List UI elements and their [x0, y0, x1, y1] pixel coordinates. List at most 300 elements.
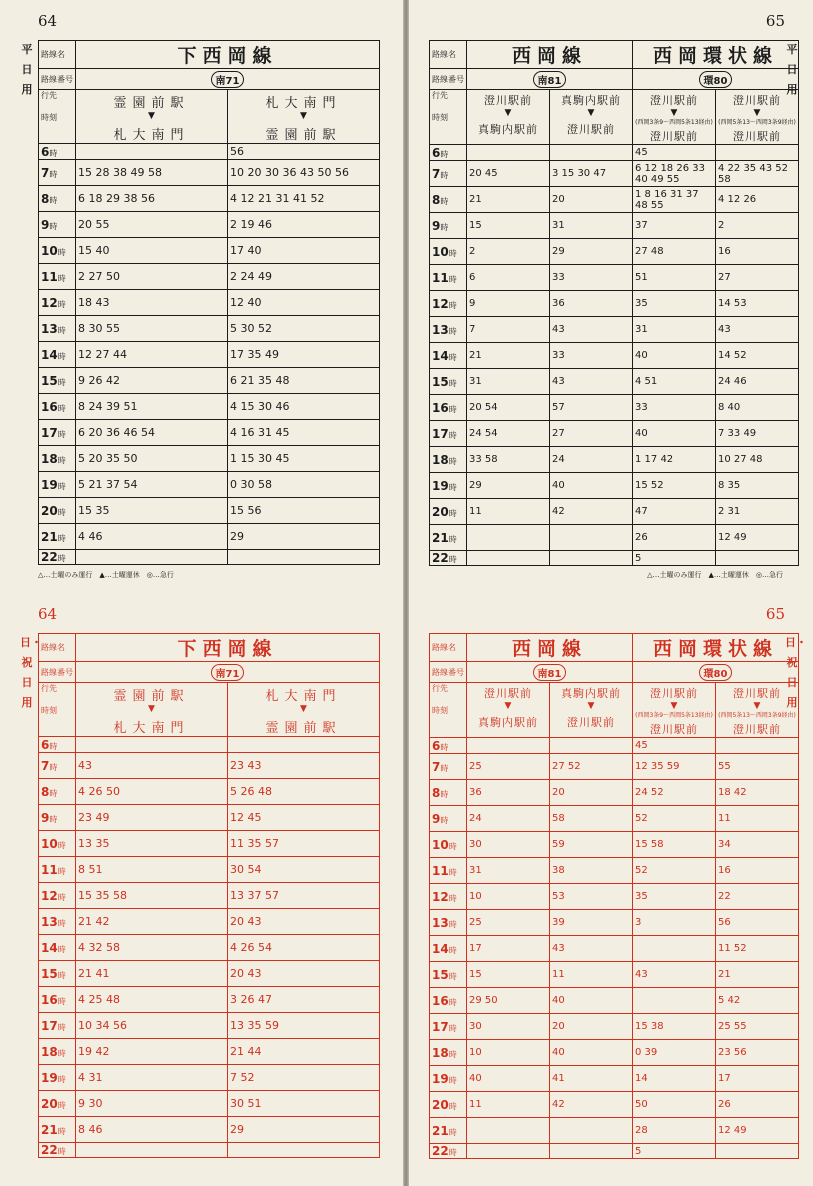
hour-value: 6 — [432, 738, 441, 753]
hour-suffix: 時 — [448, 1148, 457, 1157]
hour-value: 9 — [41, 810, 50, 825]
hour-label — [39, 779, 76, 805]
hour-value: 6 — [432, 145, 441, 160]
hour-value: 8 — [41, 191, 50, 206]
departure-minutes: 25 — [467, 910, 550, 936]
hour-row — [39, 472, 380, 498]
hour-suffix: 時 — [448, 378, 457, 388]
departure-minutes — [550, 525, 633, 551]
hour-label — [39, 472, 76, 498]
departure-minutes: 31 — [550, 213, 633, 239]
hour-suffix: 時 — [57, 455, 66, 465]
departure-minutes: 18 42 — [716, 780, 799, 806]
origin-stop: 澄川駅前 — [650, 687, 698, 700]
hour-suffix: 時 — [57, 377, 66, 387]
hour-label — [39, 1117, 76, 1143]
hour-suffix: 時 — [440, 170, 449, 180]
departure-minutes: 3 26 47 — [228, 987, 380, 1013]
direction-header — [467, 90, 550, 145]
direction-header — [716, 683, 799, 738]
hour-suffix: 時 — [57, 970, 66, 980]
hour-label — [430, 988, 467, 1014]
hour-label — [39, 857, 76, 883]
departure-minutes: 26 — [716, 1092, 799, 1118]
route-title: 下西岡線 — [76, 634, 380, 662]
timetable-page-weekday-64 — [0, 0, 403, 593]
departure-minutes: 4 26 54 — [228, 935, 380, 961]
origin-stop: 霊園前駅 — [113, 689, 190, 704]
departure-minutes: 2 31 — [716, 499, 799, 525]
arrow-down-icon: ▼ — [670, 108, 678, 118]
hour-label — [39, 420, 76, 446]
hour-row — [39, 342, 380, 368]
hour-row — [430, 265, 799, 291]
via-note: (西岡5条13〜西岡3条9経由) — [718, 119, 796, 126]
departure-minutes: 29 — [467, 473, 550, 499]
hour-suffix: 時 — [57, 533, 66, 543]
departure-minutes: 20 — [550, 1014, 633, 1040]
route-code-badge: 南71 — [211, 71, 245, 88]
hour-label — [430, 213, 467, 239]
hour-row — [39, 1091, 380, 1117]
hour-caption: 時刻 — [432, 113, 448, 122]
departure-minutes: 40 — [550, 988, 633, 1014]
departure-minutes: 10 — [467, 1040, 550, 1066]
hour-label — [430, 473, 467, 499]
departure-minutes: 24 54 — [467, 421, 550, 447]
departure-minutes: 26 — [633, 525, 716, 551]
departure-minutes: 14 52 — [716, 343, 799, 369]
hour-label — [430, 780, 467, 806]
route-title-2: 西岡環状線 — [633, 634, 799, 662]
departure-minutes: 14 53 — [716, 291, 799, 317]
destination-caption: 行先 — [432, 684, 448, 693]
departure-minutes — [76, 1143, 228, 1158]
departure-minutes: 23 49 — [76, 805, 228, 831]
hour-suffix: 時 — [49, 221, 58, 231]
destination-caption: 行先 — [41, 91, 57, 100]
hour-row — [430, 525, 799, 551]
hour-value: 20 — [432, 1097, 449, 1112]
hour-row — [430, 213, 799, 239]
hour-label — [39, 264, 76, 290]
hour-label — [430, 343, 467, 369]
route-code-badge: 南71 — [211, 664, 245, 681]
hour-value: 12 — [432, 889, 449, 904]
hour-row — [39, 987, 380, 1013]
departure-minutes — [550, 551, 633, 566]
hour-row — [39, 368, 380, 394]
departure-minutes: 3 — [633, 910, 716, 936]
hour-value: 9 — [432, 811, 441, 826]
hour-label — [430, 187, 467, 213]
route-number-caption: 路線番号 — [430, 662, 467, 683]
hour-row — [430, 1144, 799, 1159]
departure-minutes: 5 30 52 — [228, 316, 380, 342]
departure-minutes: 8 51 — [76, 857, 228, 883]
hour-value: 11 — [432, 863, 449, 878]
departure-minutes: 21 44 — [228, 1039, 380, 1065]
hour-value: 20 — [41, 503, 58, 518]
direction-header — [467, 683, 550, 738]
hour-value: 13 — [41, 914, 58, 929]
hour-value: 16 — [41, 399, 58, 414]
hour-value: 7 — [432, 166, 441, 181]
hour-row — [430, 832, 799, 858]
hour-value: 8 — [432, 785, 441, 800]
hour-label — [430, 1144, 467, 1159]
departure-minutes: 43 — [633, 962, 716, 988]
departure-minutes: 10 34 56 — [76, 1013, 228, 1039]
departure-minutes: 9 — [467, 291, 550, 317]
hour-row — [39, 316, 380, 342]
departure-minutes: 19 42 — [76, 1039, 228, 1065]
hour-row — [39, 935, 380, 961]
origin-stop: 澄川駅前 — [484, 94, 532, 107]
origin-stop: 霊園前駅 — [113, 96, 190, 111]
departure-minutes — [633, 936, 716, 962]
hour-value: 10 — [432, 837, 449, 852]
departure-minutes: 0 30 58 — [228, 472, 380, 498]
day-type-label: 日・祝日用 — [785, 636, 807, 709]
departure-minutes: 38 — [550, 858, 633, 884]
hour-value: 15 — [432, 374, 449, 389]
departure-minutes: 2 19 46 — [228, 212, 380, 238]
hour-label — [430, 239, 467, 265]
hour-row — [39, 238, 380, 264]
hour-row — [430, 1066, 799, 1092]
hour-suffix: 時 — [440, 742, 449, 752]
hour-value: 16 — [432, 993, 449, 1008]
hour-value: 12 — [41, 888, 58, 903]
hour-label — [430, 395, 467, 421]
departure-minutes: 52 — [633, 858, 716, 884]
hour-suffix: 時 — [57, 1048, 66, 1058]
hour-suffix: 時 — [57, 1074, 66, 1084]
hour-row — [430, 738, 799, 754]
departure-minutes — [550, 1118, 633, 1144]
hour-label — [430, 1092, 467, 1118]
hour-label — [39, 394, 76, 420]
departure-minutes: 5 42 — [716, 988, 799, 1014]
hour-row — [430, 754, 799, 780]
hour-value: 8 — [41, 784, 50, 799]
hour-row — [430, 421, 799, 447]
via-note: (西岡3条9〜西岡5条13経由) — [635, 712, 713, 719]
departure-minutes: 35 — [633, 291, 716, 317]
departure-minutes — [467, 1144, 550, 1159]
hour-label — [39, 238, 76, 264]
hour-label — [430, 447, 467, 473]
hour-suffix: 時 — [57, 403, 66, 413]
hour-value: 18 — [432, 1045, 449, 1060]
departure-minutes: 6 12 18 26 33 40 49 55 — [633, 161, 716, 187]
departure-minutes: 12 35 59 — [633, 754, 716, 780]
departure-minutes: 24 — [550, 447, 633, 473]
hour-value: 22 — [432, 1144, 449, 1158]
timetable-grid — [429, 40, 799, 566]
hour-label — [430, 738, 467, 754]
departure-minutes: 11 35 57 — [228, 831, 380, 857]
departure-minutes: 2 24 49 — [228, 264, 380, 290]
hour-suffix: 時 — [448, 482, 457, 492]
hour-suffix: 時 — [448, 919, 457, 929]
departure-minutes: 6 18 29 38 56 — [76, 186, 228, 212]
hour-label — [39, 144, 76, 160]
departure-minutes: 7 52 — [228, 1065, 380, 1091]
departure-minutes: 15 28 38 49 58 — [76, 160, 228, 186]
hour-value: 22 — [432, 551, 449, 565]
departure-minutes: 56 — [716, 910, 799, 936]
hour-value: 15 — [41, 966, 58, 981]
origin-stop: 澄川駅前 — [484, 687, 532, 700]
direction-header — [76, 90, 228, 144]
hour-label — [430, 832, 467, 858]
departure-minutes — [550, 738, 633, 754]
hour-suffix: 時 — [448, 352, 457, 362]
hour-label — [39, 524, 76, 550]
departure-minutes: 43 — [550, 317, 633, 343]
departure-minutes: 10 20 30 36 43 50 56 — [228, 160, 380, 186]
hour-row — [39, 1143, 380, 1158]
hour-suffix: 時 — [448, 1049, 457, 1059]
departure-minutes: 50 — [633, 1092, 716, 1118]
hour-suffix: 時 — [57, 840, 66, 850]
departure-minutes: 41 — [550, 1066, 633, 1092]
departure-minutes: 17 — [467, 936, 550, 962]
departure-minutes — [467, 145, 550, 161]
departure-minutes — [467, 525, 550, 551]
route-name-caption: 路線名 — [430, 41, 467, 69]
hour-suffix: 時 — [440, 222, 449, 232]
departure-minutes: 33 — [633, 395, 716, 421]
departure-minutes: 4 51 — [633, 369, 716, 395]
departure-minutes: 36 — [550, 291, 633, 317]
hour-value: 20 — [432, 504, 449, 519]
hour-suffix: 時 — [57, 299, 66, 309]
origin-stop: 真駒内駅前 — [561, 94, 621, 107]
hour-value: 9 — [432, 218, 441, 233]
departure-minutes: 27 — [716, 265, 799, 291]
destination-stop: 澄川駅前 — [567, 716, 615, 729]
departure-minutes: 12 27 44 — [76, 342, 228, 368]
hour-label — [39, 1091, 76, 1117]
departure-minutes — [467, 1118, 550, 1144]
hour-value: 17 — [41, 1018, 58, 1033]
departure-minutes: 6 21 35 48 — [228, 368, 380, 394]
departure-minutes — [228, 1143, 380, 1158]
hour-suffix: 時 — [448, 404, 457, 414]
route-title: 下西岡線 — [76, 41, 380, 69]
departure-minutes: 39 — [550, 910, 633, 936]
hour-row — [39, 1013, 380, 1039]
via-note: (西岡3条9〜西岡5条13経由) — [635, 119, 713, 126]
departure-minutes: 20 — [550, 780, 633, 806]
departure-minutes: 15 — [467, 213, 550, 239]
hour-suffix: 時 — [57, 507, 66, 517]
arrow-down-icon: ▼ — [753, 701, 761, 711]
destination-stop: 札大南門 — [113, 128, 190, 143]
hour-row — [39, 883, 380, 909]
origin-stop: 澄川駅前 — [650, 94, 698, 107]
departure-minutes: 17 35 49 — [228, 342, 380, 368]
hour-row — [430, 317, 799, 343]
hour-value: 17 — [41, 425, 58, 440]
hour-suffix: 時 — [57, 1147, 66, 1156]
departure-minutes: 6 — [467, 265, 550, 291]
arrow-down-icon: ▼ — [504, 701, 512, 711]
departure-minutes: 4 15 30 46 — [228, 394, 380, 420]
hour-value: 14 — [41, 940, 58, 955]
departure-minutes: 43 — [716, 317, 799, 343]
departure-minutes: 20 43 — [228, 961, 380, 987]
hour-suffix: 時 — [440, 149, 449, 159]
hour-suffix: 時 — [57, 429, 66, 439]
departure-minutes: 8 40 — [716, 395, 799, 421]
hour-label — [430, 1014, 467, 1040]
departure-minutes: 53 — [550, 884, 633, 910]
destination-stop: 霊園前駅 — [265, 128, 342, 143]
departure-minutes: 55 — [716, 754, 799, 780]
departure-minutes: 12 45 — [228, 805, 380, 831]
hour-label — [39, 987, 76, 1013]
departure-minutes: 15 35 — [76, 498, 228, 524]
hour-suffix: 時 — [448, 971, 457, 981]
departure-minutes: 23 56 — [716, 1040, 799, 1066]
departure-minutes: 20 54 — [467, 395, 550, 421]
departure-minutes: 2 — [467, 239, 550, 265]
departure-minutes: 3 15 30 47 — [550, 161, 633, 187]
hour-value: 16 — [432, 400, 449, 415]
day-type-label: 日・祝日用 — [20, 636, 42, 709]
hour-row — [39, 186, 380, 212]
hour-suffix: 時 — [448, 508, 457, 518]
hour-value: 15 — [432, 967, 449, 982]
departure-minutes: 30 51 — [228, 1091, 380, 1117]
hour-value: 6 — [41, 144, 50, 159]
hour-label — [430, 161, 467, 187]
hour-suffix: 時 — [57, 1022, 66, 1032]
hour-label — [430, 1118, 467, 1144]
hour-suffix: 時 — [448, 456, 457, 466]
departure-minutes: 20 43 — [228, 909, 380, 935]
departure-minutes: 56 — [228, 144, 380, 160]
hour-value: 6 — [41, 737, 50, 752]
departure-minutes: 42 — [550, 1092, 633, 1118]
departure-minutes: 7 — [467, 317, 550, 343]
hour-label — [430, 265, 467, 291]
arrow-down-icon: ▼ — [504, 108, 512, 118]
departure-minutes: 21 41 — [76, 961, 228, 987]
departure-minutes: 42 — [550, 499, 633, 525]
departure-minutes: 1 17 42 — [633, 447, 716, 473]
hour-label — [39, 883, 76, 909]
departure-minutes: 4 22 35 43 52 58 — [716, 161, 799, 187]
departure-minutes: 5 — [633, 551, 716, 566]
hour-value: 10 — [41, 836, 58, 851]
departure-minutes: 4 46 — [76, 524, 228, 550]
departure-minutes: 4 25 48 — [76, 987, 228, 1013]
hour-label — [430, 551, 467, 566]
departure-minutes — [76, 737, 228, 753]
arrow-down-icon: ▼ — [670, 701, 678, 711]
departure-minutes: 15 52 — [633, 473, 716, 499]
departure-minutes — [716, 1144, 799, 1159]
page-number: 65 — [765, 605, 785, 623]
hour-row — [430, 962, 799, 988]
hour-suffix: 時 — [440, 763, 449, 773]
departure-minutes: 4 31 — [76, 1065, 228, 1091]
departure-minutes: 29 — [550, 239, 633, 265]
departure-minutes: 7 33 49 — [716, 421, 799, 447]
hour-suffix: 時 — [49, 195, 58, 205]
hour-row — [430, 936, 799, 962]
hour-suffix: 時 — [57, 944, 66, 954]
departure-minutes: 8 30 55 — [76, 316, 228, 342]
departure-minutes: 21 — [467, 187, 550, 213]
departure-minutes: 20 55 — [76, 212, 228, 238]
departure-minutes: 8 24 39 51 — [76, 394, 228, 420]
hour-value: 21 — [432, 530, 449, 545]
hour-row — [39, 779, 380, 805]
route-code-badge: 環80 — [699, 71, 733, 88]
hour-value: 10 — [41, 243, 58, 258]
departure-minutes — [228, 550, 380, 565]
route-code-badge: 南81 — [533, 71, 567, 88]
hour-row — [430, 369, 799, 395]
hour-label — [39, 909, 76, 935]
hour-label — [430, 1066, 467, 1092]
hour-row — [430, 161, 799, 187]
timetable-page-holiday-65 — [409, 593, 813, 1186]
hour-label — [39, 805, 76, 831]
hour-suffix: 時 — [57, 351, 66, 361]
hour-label — [39, 831, 76, 857]
hour-label — [430, 369, 467, 395]
arrow-down-icon: ▼ — [148, 111, 155, 121]
hour-suffix: 時 — [448, 326, 457, 336]
departure-minutes: 15 56 — [228, 498, 380, 524]
route-number-caption: 路線番号 — [39, 662, 76, 683]
origin-stop: 澄川駅前 — [733, 94, 781, 107]
departure-minutes: 11 — [467, 1092, 550, 1118]
hour-row — [39, 737, 380, 753]
hour-suffix: 時 — [57, 325, 66, 335]
origin-stop: 札大南門 — [265, 689, 342, 704]
hour-row — [430, 291, 799, 317]
hour-value: 20 — [41, 1096, 58, 1111]
hour-label — [430, 936, 467, 962]
hour-suffix: 時 — [49, 762, 58, 772]
departure-minutes: 27 48 — [633, 239, 716, 265]
departure-minutes: 29 — [228, 524, 380, 550]
departure-minutes: 33 — [550, 265, 633, 291]
route-title: 西岡線 — [467, 634, 633, 662]
direction-header — [633, 90, 716, 145]
hour-value: 16 — [41, 992, 58, 1007]
departure-minutes: 31 — [633, 317, 716, 343]
hour-suffix: 時 — [448, 997, 457, 1007]
hour-value: 19 — [41, 1070, 58, 1085]
hour-suffix: 時 — [440, 789, 449, 799]
hour-row — [430, 395, 799, 421]
departure-minutes: 16 — [716, 858, 799, 884]
origin-stop: 札大南門 — [265, 96, 342, 111]
hour-label — [39, 935, 76, 961]
hour-value: 8 — [432, 192, 441, 207]
hour-value: 21 — [41, 529, 58, 544]
hour-row — [430, 551, 799, 566]
